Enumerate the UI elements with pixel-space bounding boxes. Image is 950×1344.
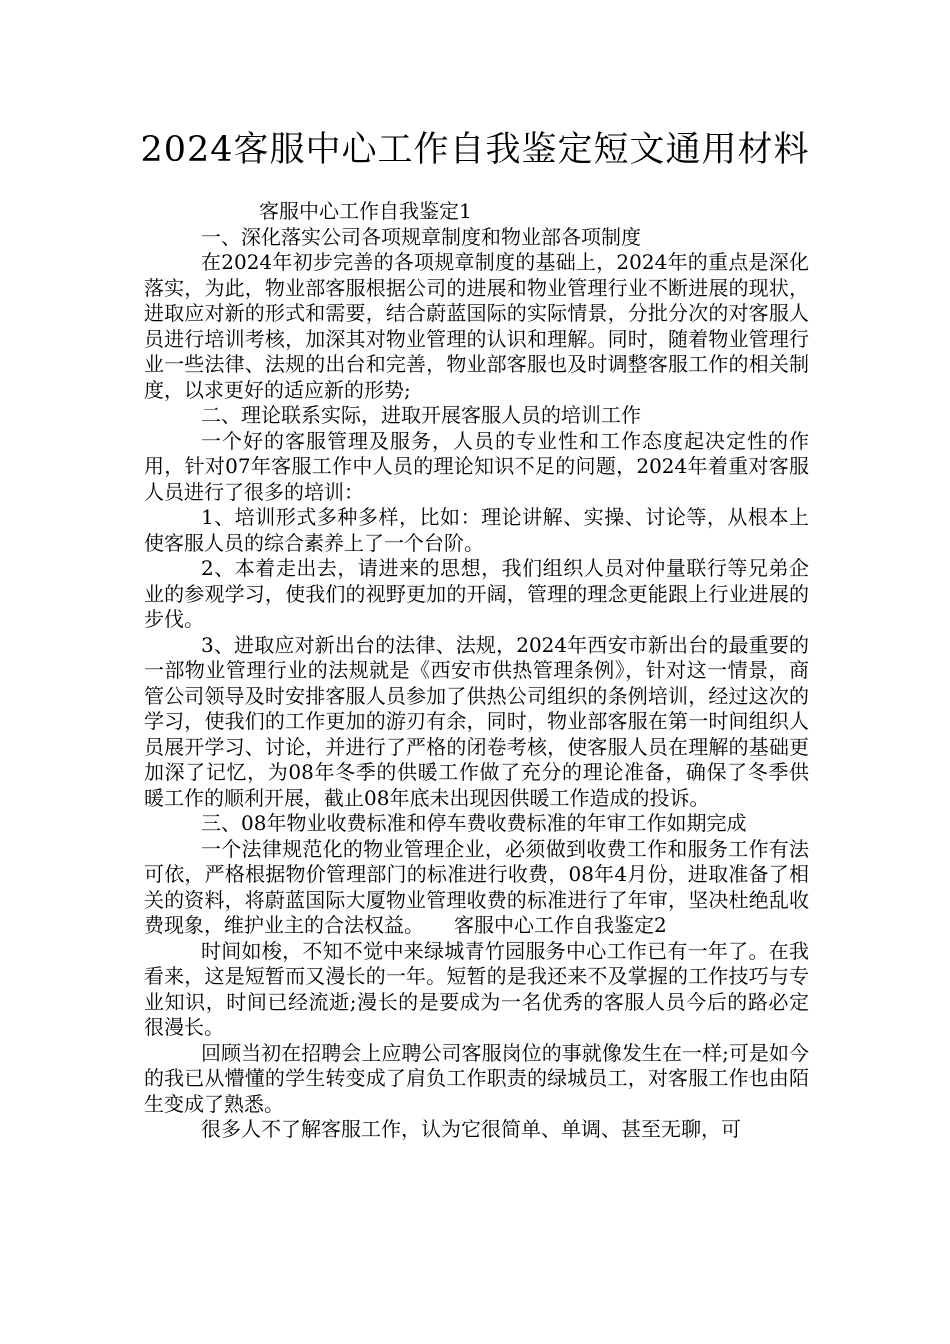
section-heading-1: 一、深化落实公司各项规章制度和物业部各项制度 bbox=[201, 224, 641, 249]
section-heading-appraisal-1: 客服中心工作自我鉴定1 bbox=[259, 199, 472, 223]
document-body bbox=[144, 199, 809, 1143]
paragraph: 时间如梭，不知不觉中来绿城青竹园服务中心工作已有一年了。在我看来，这是短暂而又漫长的一年。短暂的是我还来不及掌握的工作技巧与专业知识，时间已经流逝;漫长的是要成为一名优秀的客服人员今后的路必定很漫长。 bbox=[144, 938, 809, 1039]
document-title: 2024客服中心工作自我鉴定短文通用材料 bbox=[140, 130, 810, 170]
paragraph: 一个好的客服管理及服务，人员的专业性和工作态度起决定性的作用，针对07年客服工作中人员的理论知识不足的问题，2024年着重对客服人员进行了很多的培训： bbox=[144, 428, 809, 504]
paragraph: 很多人不了解客服工作，认为它很简单、单调、甚至无聊，可 bbox=[201, 1117, 741, 1141]
list-item: 1、培训形式多种多样，比如：理论讲解、实操、讨论等，从根本上使客服人员的综合素养上了一个台阶。 bbox=[144, 505, 809, 555]
section-heading-3: 三、08年物业收费标准和停车费收费标准的年审工作如期完成 bbox=[201, 811, 747, 835]
section-heading-2: 二、理论联系实际，进取开展客服人员的培训工作 bbox=[201, 403, 641, 427]
list-item: 2、本着走出去，请进来的思想，我们组织人员对仲量联行等兄弟企业的参观学习，使我们的视野更加的开阔，管理的理念更能跟上行业进展的步伐。 bbox=[144, 556, 809, 631]
paragraph: 在2024年初步完善的各项规章制度的基础上，2024年的重点是深化落实，为此，物业部客服根据公司的进展和物业管理行业不断进展的现状，进取应对新的形式和需要，结合蔚蓝国际的实际情景，分批分次的对客服人员进行培训考核，加深其对物业管理的认识和理解。同时，随着物业管理行业一些法律、法规的出台和完善，物业部客服也及时调整客服工作的相关制度，以求更好的适应新的形势; bbox=[144, 250, 809, 402]
paragraph: 一个法律规范化的物业管理企业，必须做到收费工作和服务工作有法可依，严格根据物价管理部门的标准进行收费，08年4月份，进取准备了相关的资料，将蔚蓝国际大厦物业管理收费的标准进行了年审，坚决杜绝乱收费现象，维护业主的合法权益。 客服中心工作自我鉴定2 bbox=[144, 836, 809, 937]
paragraph: 回顾当初在招聘会上应聘公司客服岗位的事就像发生在一样;可是如今的我已从懵懂的学生转变成了肩负工作职责的绿城员工，对客服工作也由陌生变成了熟悉。 bbox=[144, 1040, 809, 1116]
list-item: 3、进取应对新出台的法律、法规，2024年西安市新出台的最重要的一部物业管理行业的法规就是《西安市供热管理条例》，针对这一情景，商管公司领导及时安排客服人员参加了供热公司组织的条例培训，经过这次的学习，使我们的工作更加的游刃有余，同时，物业部客服在第一时间组织人员展开学习、讨论，并进行了严格的闭卷考核，使客服人员在理解的基础更加深了记忆，为08年冬季的供暖工作做了充分的理论准备，确保了冬季供暖工作的顺利开展，截止08年底未出现因供暖工作造成的投诉。 bbox=[144, 632, 809, 810]
